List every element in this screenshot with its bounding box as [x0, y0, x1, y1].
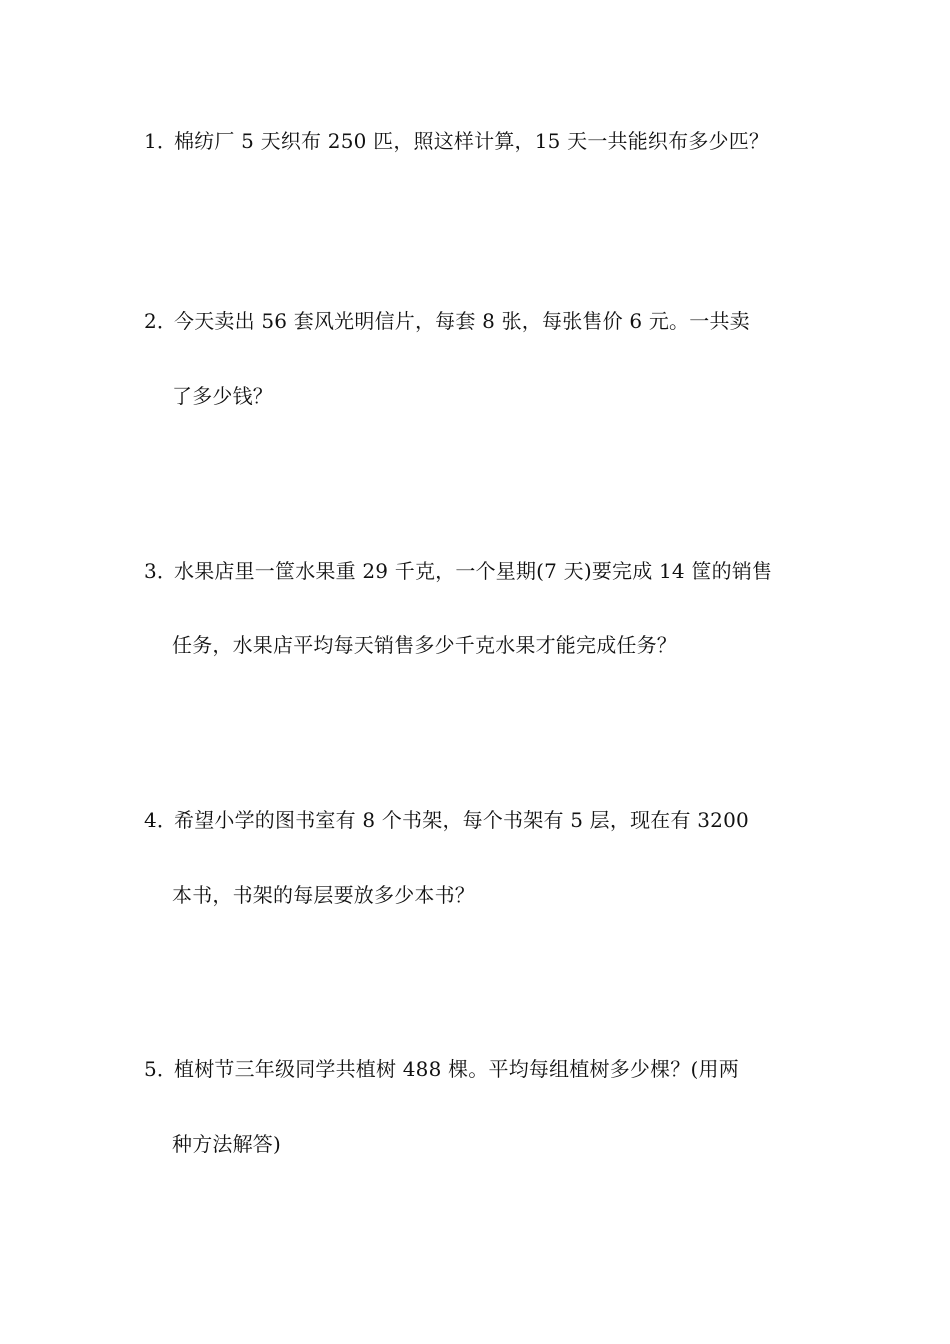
question-5-line-1: [144, 1057, 739, 1081]
question-3-text: 水果店里一筐水果重 29 千克，一个星期(7 天)要完成 14 筐的销售: [174, 559, 773, 583]
question-1-line-1: [144, 129, 769, 153]
question-4-line-1: [144, 808, 749, 832]
question-1-number: 1．: [144, 129, 178, 153]
question-4-text: 希望小学的图书室有 8 个书架，每个书架有 5 层，现在有 3200: [174, 808, 749, 832]
question-3-line-2: 任务，水果店平均每天销售多少千克水果才能完成任务？: [172, 633, 677, 657]
question-3-number: 3．: [144, 559, 178, 583]
question-5-text: 植树节三年级同学共植树 488 棵。平均每组植树多少棵？(用两: [174, 1057, 739, 1081]
question-3-line-1: [144, 559, 772, 583]
question-2-text: 今天卖出 56 套风光明信片，每套 8 张，每张售价 6 元。一共卖: [174, 309, 750, 333]
question-4-line-2: 本书，书架的每层要放多少本书？: [172, 883, 475, 907]
question-5-number: 5．: [144, 1057, 178, 1081]
question-2-line-2: 了多少钱？: [172, 384, 273, 408]
question-5-line-2: 种方法解答): [172, 1132, 282, 1156]
question-2-number: 2．: [144, 309, 178, 333]
question-1-text: 棉纺厂 5 天织布 250 匹，照这样计算，15 天一共能织布多少匹？: [174, 129, 770, 153]
question-2-line-1: [144, 309, 750, 333]
question-4-number: 4．: [144, 808, 178, 832]
